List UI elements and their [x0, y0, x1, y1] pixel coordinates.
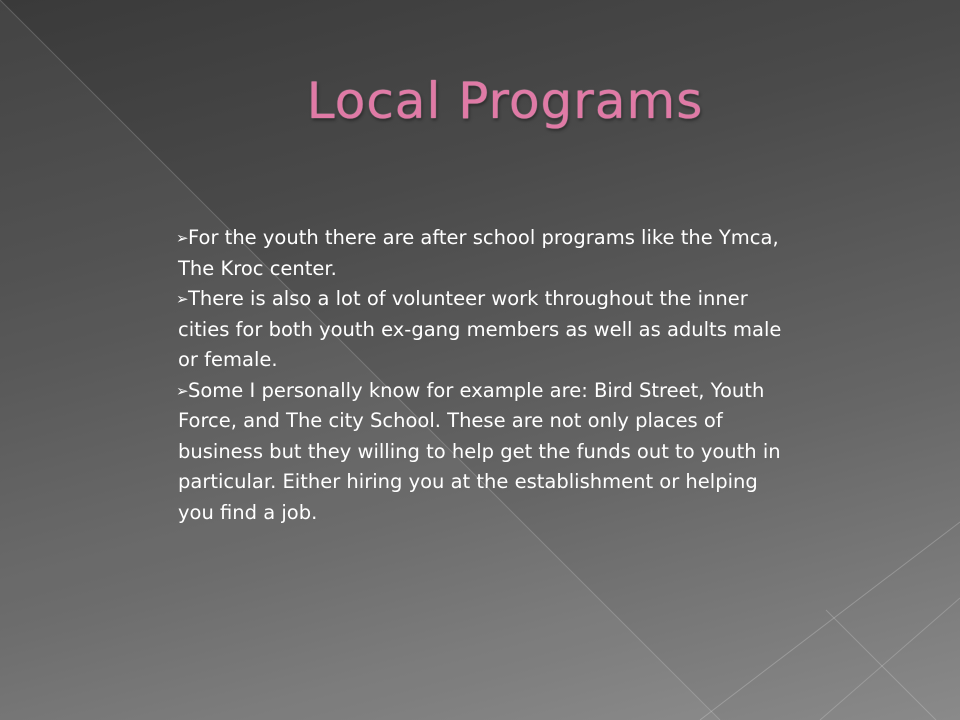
bullet-item: [178, 376, 788, 529]
arrow-bullet-icon: ➢: [176, 290, 189, 308]
arrow-bullet-icon: ➢: [176, 381, 189, 400]
background-corner-line-3: [826, 610, 936, 720]
background-corner-line-1: [700, 522, 960, 720]
bullet-text: For the youth there are after school programs like the Ymca, The Kroc center.: [178, 226, 779, 280]
bullet-text: There is also a lot of volunteer work throughout the inner cities for both youth ex-gang members as well as adults male or female.: [178, 287, 782, 371]
bullet-item: [178, 284, 788, 376]
bullet-text: Some I personally know for example are: Bird Street, Youth Force, and The city School. These are not only places of business but they willing to help get the funds out to youth in particular. Either hiring you at the establishment or helping you find a job.: [178, 378, 781, 524]
bullet-item: [178, 223, 788, 284]
arrow-bullet-icon: ➢: [176, 229, 189, 247]
bullet-list: [178, 223, 788, 528]
background-corner-line-2: [820, 598, 960, 720]
slide-title: Local Programs: [306, 72, 704, 130]
